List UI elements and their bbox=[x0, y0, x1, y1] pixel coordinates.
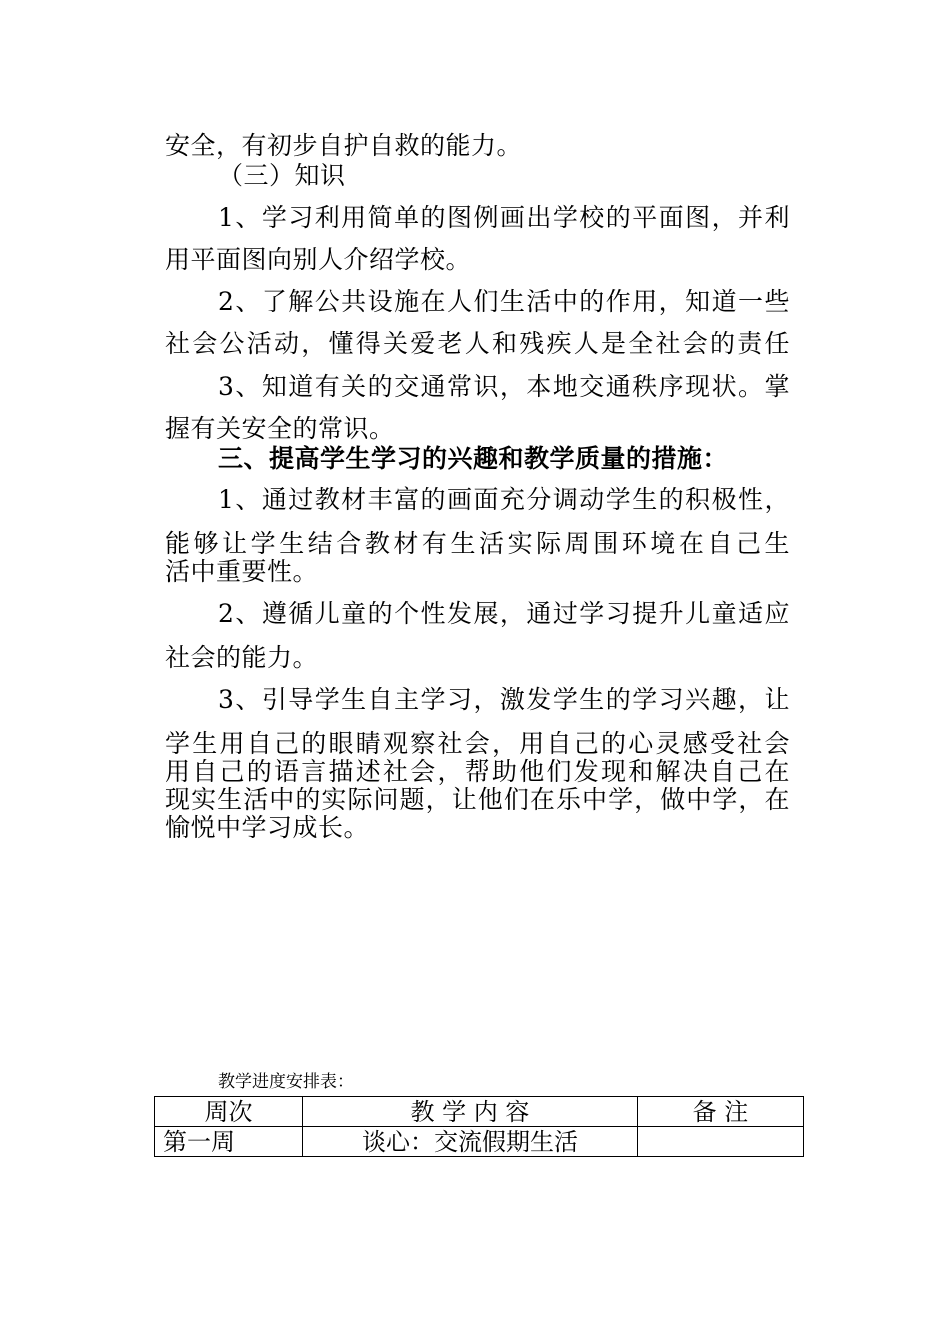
paragraph-line: 握有关安全的常识。 bbox=[165, 414, 395, 443]
section-heading: 三、提高学生学习的兴趣和教学质量的措施： bbox=[218, 444, 729, 473]
paragraph-line: 安全，有初步自护自救的能力。 bbox=[165, 131, 523, 160]
paragraph-line: 能够让学生结合教材有生活实际周围环境在自己生 bbox=[165, 529, 790, 558]
paragraph-line: 用自己的语言描述社会，帮助他们发现和解决自己在 bbox=[165, 757, 790, 786]
paragraph-line: 3、引导学生自主学习，激发学生的学习兴趣，让 bbox=[218, 685, 790, 714]
cell-content: 谈心：交流假期生活 bbox=[303, 1127, 638, 1157]
paragraph-line: 3、知道有关的交通常识，本地交通秩序现状。掌 bbox=[218, 372, 790, 401]
table-header-row bbox=[155, 1097, 804, 1127]
header-content: 教 学 内 容 bbox=[303, 1097, 638, 1127]
paragraph-line: 学生用自己的眼睛观察社会，用自己的心灵感受社会 bbox=[165, 729, 790, 758]
paragraph-line: 2、了解公共设施在人们生活中的作用，知道一些 bbox=[218, 287, 790, 316]
paragraph-line: 2、遵循儿童的个性发展，通过学习提升儿童适应 bbox=[218, 599, 790, 628]
section-heading: （三）知识 bbox=[218, 161, 346, 190]
paragraph-line: 社会公活动，懂得关爱老人和残疾人是全社会的责任 bbox=[165, 329, 790, 358]
cell-remarks bbox=[638, 1127, 804, 1157]
header-week: 周次 bbox=[155, 1097, 303, 1127]
cell-week: 第一周 bbox=[155, 1127, 303, 1157]
paragraph-line: 1、学习利用简单的图例画出学校的平面图，并利 bbox=[218, 203, 790, 232]
paragraph-line: 愉悦中学习成长。 bbox=[165, 813, 370, 842]
header-remarks: 备 注 bbox=[638, 1097, 804, 1127]
table-caption: 教学进度安排表： bbox=[218, 1072, 354, 1092]
paragraph-line: 活中重要性。 bbox=[165, 557, 319, 586]
paragraph-line: 现实生活中的实际问题，让他们在乐中学，做中学，在 bbox=[165, 785, 790, 814]
paragraph-line: 社会的能力。 bbox=[165, 643, 319, 672]
paragraph-line: 用平面图向别人介绍学校。 bbox=[165, 245, 472, 274]
paragraph-line: 1、通过教材丰富的画面充分调动学生的积极性， bbox=[218, 485, 790, 514]
table-row bbox=[155, 1127, 804, 1157]
schedule-table bbox=[154, 1096, 804, 1157]
